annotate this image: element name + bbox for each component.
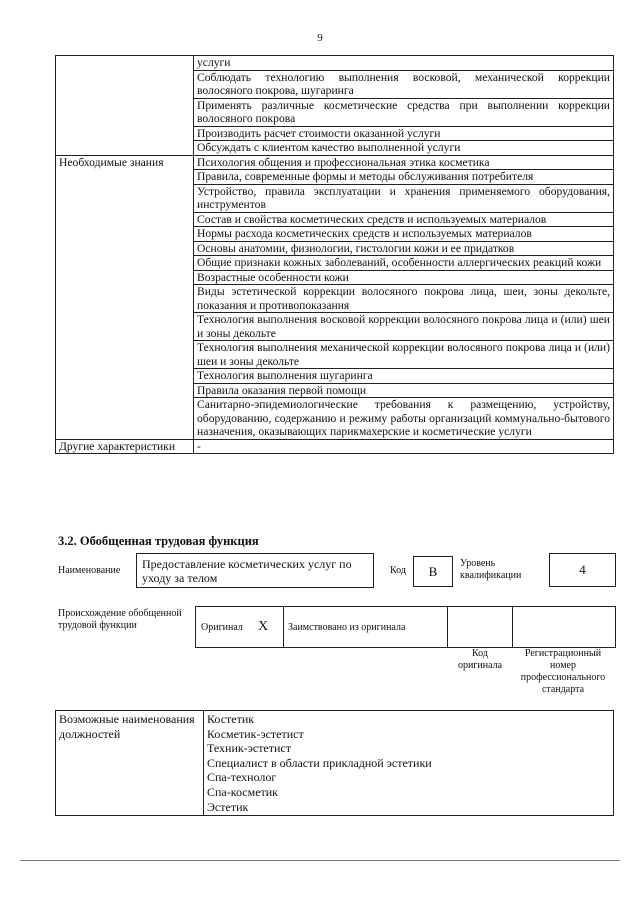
level-label: Уровень квалификации [460,558,522,581]
other-characteristics-label: Другие характеристики [56,439,194,454]
knowledge-item: Санитарно-эпидемиологические требования к размещению, устройству, оборудованию, содержанию и режиму работы организаций коммунально-бытового назначения, оказывающих парикмахерские и косметические услуги [194,398,614,440]
other-characteristics-value: - [194,439,614,454]
skills-label-cell [56,56,194,156]
knowledge-item: Правила оказания первой помощи [194,383,614,398]
knowledge-item: Технология выполнения механической коррекции волосяного покрова лица и (или) шеи и зоны декольте [194,341,614,369]
knowledge-item: Основы анатомии, физиологии, гистологии кожи и ее придатков [194,241,614,256]
knowledge-label: Необходимые знания [56,155,194,439]
original-label: Оригинал [201,622,243,633]
skill-item: Соблюдать технологию выполнения восковой, механической коррекции волосяного покрова, шугаринга [194,70,614,98]
code-label: Код [390,565,406,576]
skill-item: Производить расчет стоимости оказанной услуги [194,126,614,141]
knowledge-item: Нормы расхода косметических средств и используемых материалов [194,227,614,242]
table-row [56,155,614,170]
section-heading: 3.2. Обобщенная трудовая функция [58,534,259,548]
reg-number-label: Регистрационный номер профессионального стандарта [520,648,606,695]
name-label: Наименование [58,565,121,576]
positions-cell [204,711,614,816]
position-item: Специалист в области прикладной эстетики [207,755,432,770]
position-item: Спа-технолог [207,770,277,785]
skills-knowledge-table [55,55,614,454]
borrowed-label: Заимствовано из оригинала [288,622,406,633]
positions-label: Возможные наименования должностей [56,711,204,816]
positions-table [55,710,614,816]
divider [283,607,284,647]
footer-rule [20,860,620,861]
position-item: Костетик [207,712,255,726]
knowledge-item: Правила, современные формы и методы обслуживания потребителя [194,170,614,185]
origin-box [195,606,616,648]
position-item: Техник-эстетист [207,741,291,756]
table-row [56,711,614,816]
skill-item: услуги [194,56,614,71]
name-value: Предоставление косметических услуг по уходу за телом [142,557,352,585]
origin-label: Происхождение обобщенной трудовой функции [58,608,182,631]
skill-item: Обсуждать с клиентом качество выполненной услуги [194,141,614,156]
page-number: 9 [317,32,323,44]
original-mark: X [258,619,269,634]
knowledge-item: Устройство, правила эксплуатации и хранения применяемого оборудования, инструментов [194,184,614,212]
knowledge-item: Возрастные особенности кожи [194,270,614,285]
code-original-label: Код оригинала [457,648,503,671]
knowledge-item: Технология выполнения восковой коррекции волосяного покрова лица и (или) шеи и зоны декольте [194,313,614,341]
table-row [56,56,614,71]
knowledge-item: Состав и свойства косметических средств и используемых материалов [194,212,614,227]
skill-item: Применять различные косметические средства при выполнении коррекции волосяного покрова [194,98,614,126]
code-value: B [413,556,453,587]
knowledge-item: Психология общения и профессиональная этика косметика [194,155,614,170]
level-value: 4 [549,553,616,587]
position-item: Эстетик [207,799,249,814]
name-box [136,553,374,588]
position-item: Спа-косметик [207,784,279,799]
knowledge-item: Технология выполнения шугаринга [194,369,614,384]
table-row [56,439,614,454]
divider [512,607,513,647]
knowledge-item: Виды эстетической коррекции волосяного покрова лица, шеи, зоны декольте, показания и противопоказания [194,285,614,313]
position-item: Косметик-эстетист [207,726,304,741]
divider [447,607,448,647]
knowledge-item: Общие признаки кожных заболеваний, особенности аллергических реакций кожи [194,256,614,271]
